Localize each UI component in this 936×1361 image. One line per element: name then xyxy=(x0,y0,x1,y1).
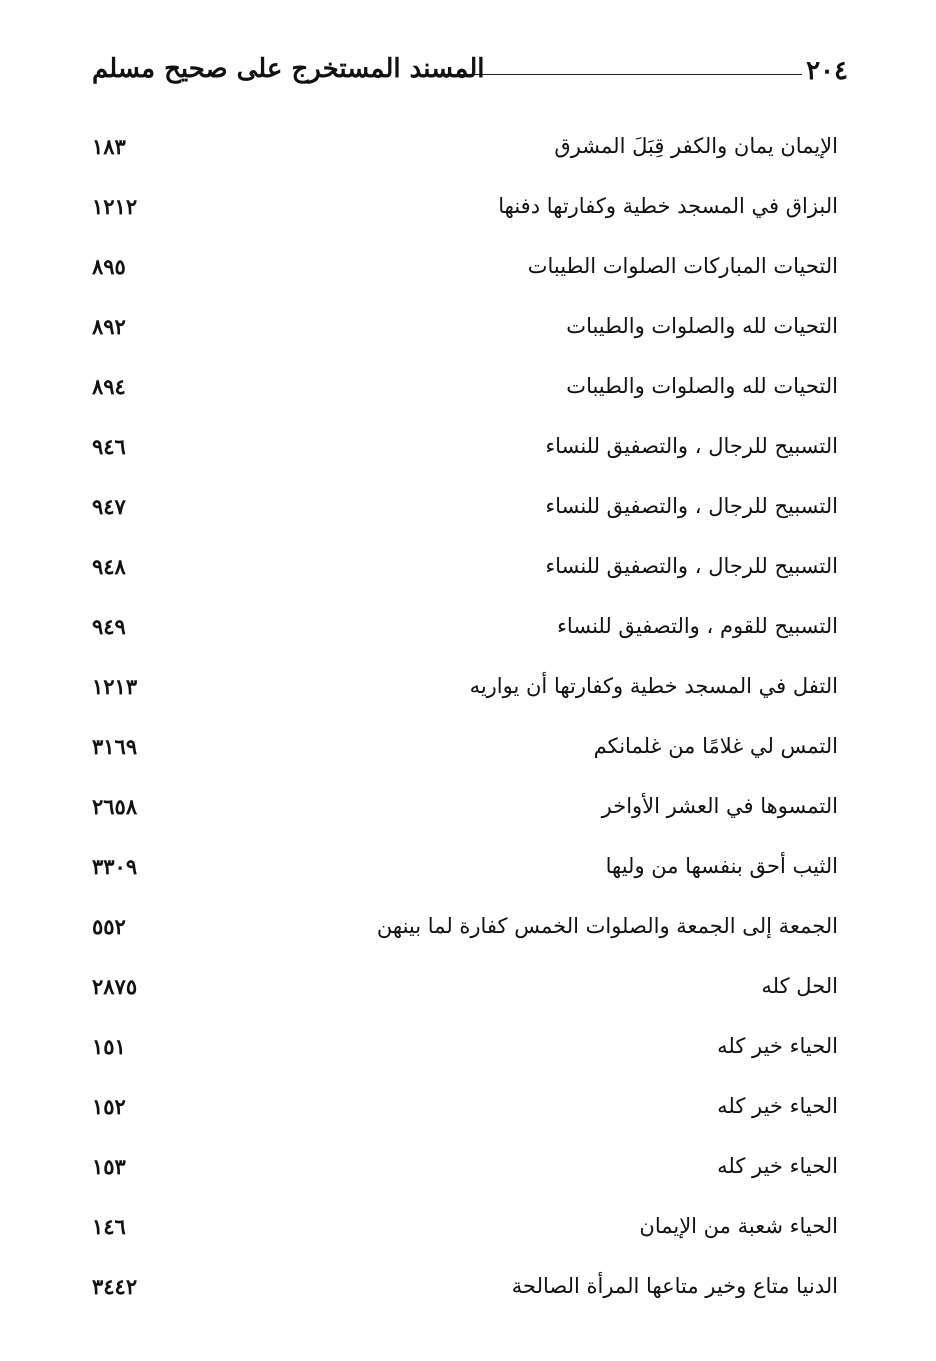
index-entry xyxy=(92,968,838,1028)
hadith-text: التحيات لله والصلوات والطيبات xyxy=(566,314,838,338)
hadith-text: التسبيح للرجال ، والتصفيق للنساء xyxy=(545,554,838,578)
index-entry xyxy=(92,1028,838,1088)
index-entry xyxy=(92,488,838,548)
index-entry xyxy=(92,608,838,668)
hadith-number: ٨٩٤ xyxy=(92,374,126,399)
hadith-number: ٣٣٠٩ xyxy=(92,854,138,879)
hadith-text: الحياء خير كله xyxy=(717,1154,838,1178)
hadith-text: التسبيح للرجال ، والتصفيق للنساء xyxy=(545,494,838,518)
header-rule xyxy=(444,74,802,75)
hadith-number: ٩٤٨ xyxy=(92,554,126,579)
hadith-number: ٢٦٥٨ xyxy=(92,794,138,819)
hadith-number: ١٥٣ xyxy=(92,1154,126,1179)
hadith-index-list xyxy=(92,128,838,1328)
page-number: ٢٠٤ xyxy=(806,56,848,86)
index-entry xyxy=(92,1088,838,1148)
index-entry xyxy=(92,1208,838,1268)
hadith-text: الإيمان يمان والكفر قِبَلَ المشرق xyxy=(554,134,838,158)
hadith-number: ١٥٢ xyxy=(92,1094,126,1119)
hadith-text: التمسوها في العشر الأواخر xyxy=(601,794,838,818)
index-entry xyxy=(92,188,838,248)
hadith-number: ١٥١ xyxy=(92,1034,126,1059)
index-entry xyxy=(92,908,838,968)
index-entry xyxy=(92,428,838,488)
hadith-number: ٥٥٢ xyxy=(92,914,126,939)
hadith-text: الدنيا متاع وخير متاعها المرأة الصالحة xyxy=(511,1274,838,1298)
running-header xyxy=(92,54,848,104)
hadith-text: الحياء شعبة من الإيمان xyxy=(639,1214,838,1238)
hadith-text: التسبيح للرجال ، والتصفيق للنساء xyxy=(545,434,838,458)
hadith-text: التحيات لله والصلوات والطيبات xyxy=(566,374,838,398)
index-entry xyxy=(92,308,838,368)
hadith-text: التسبيح للقوم ، والتصفيق للنساء xyxy=(557,614,838,638)
index-entry xyxy=(92,788,838,848)
index-entry xyxy=(92,848,838,908)
hadith-text: الثيب أحق بنفسها من وليها xyxy=(605,854,838,878)
hadith-number: ١٨٣ xyxy=(92,134,126,159)
index-entry xyxy=(92,548,838,608)
hadith-text: التمس لي غلامًا من غلمانكم xyxy=(593,734,838,758)
book-title: المسند المستخرج على صحيح مسلم xyxy=(92,54,485,84)
index-entry xyxy=(92,728,838,788)
hadith-text: التفل في المسجد خطية وكفارتها أن يواريه xyxy=(469,674,838,698)
hadith-number: ١٢١٢ xyxy=(92,194,138,219)
hadith-number: ٨٩٥ xyxy=(92,254,126,279)
index-entry xyxy=(92,1268,838,1328)
hadith-number: ١٢١٣ xyxy=(92,674,138,699)
hadith-number: ٢٨٧٥ xyxy=(92,974,138,999)
hadith-text: الجمعة إلى الجمعة والصلوات الخمس كفارة لما بينهن xyxy=(376,914,838,938)
index-entry xyxy=(92,248,838,308)
hadith-number: ٣١٦٩ xyxy=(92,734,138,759)
index-entry xyxy=(92,668,838,728)
hadith-text: الحياء خير كله xyxy=(717,1034,838,1058)
hadith-number: ٩٤٩ xyxy=(92,614,126,639)
hadith-text: البزاق في المسجد خطية وكفارتها دفنها xyxy=(498,194,838,218)
hadith-number: ٩٤٧ xyxy=(92,494,126,519)
hadith-text: الحل كله xyxy=(761,974,838,998)
hadith-number: ٨٩٢ xyxy=(92,314,126,339)
hadith-text: الحياء خير كله xyxy=(717,1094,838,1118)
hadith-text: التحيات المباركات الصلوات الطيبات xyxy=(527,254,838,278)
hadith-number: ٩٤٦ xyxy=(92,434,126,459)
index-entry xyxy=(92,368,838,428)
hadith-number: ٣٤٤٢ xyxy=(92,1274,138,1299)
index-entry xyxy=(92,1148,838,1208)
hadith-number: ١٤٦ xyxy=(92,1214,126,1239)
index-entry xyxy=(92,128,838,188)
